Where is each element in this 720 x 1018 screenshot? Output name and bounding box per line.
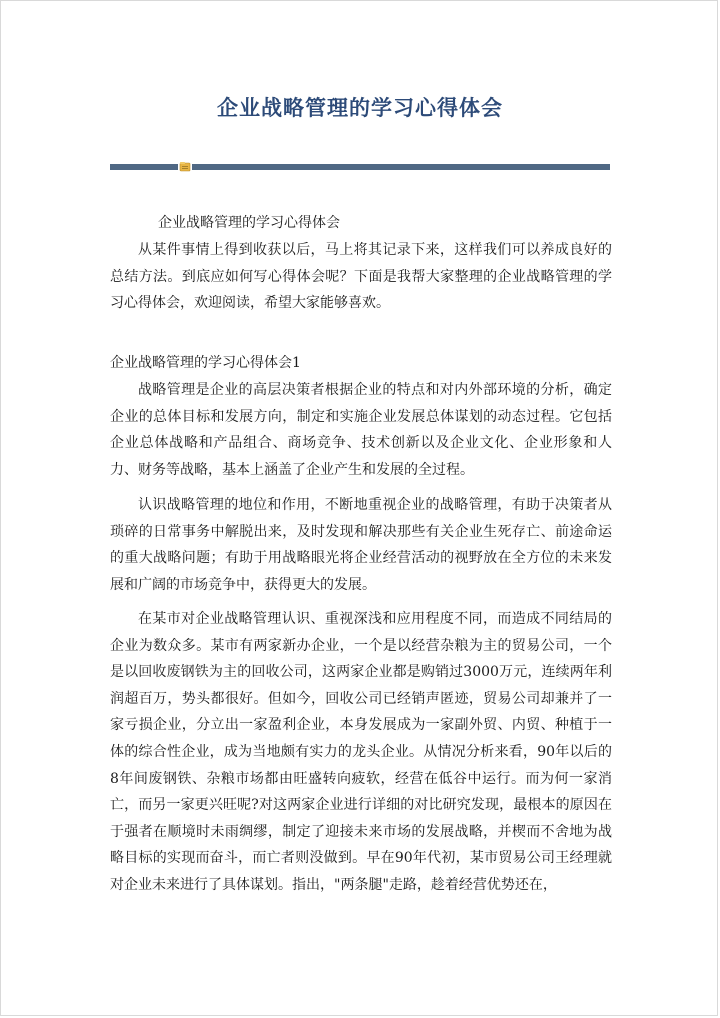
document-title: 企业战略管理的学习心得体会: [217, 96, 503, 120]
divider-right: [192, 164, 610, 170]
body-paragraph: 战略管理是企业的高层决策者根据企业的特点和对内外部环境的分析，确定企业的总体目标和发展方向，制定和实施企业发展总体谋划的动态过程。它包括企业总体战略和产品组合、商场竞争、技术创新以及企业文化、企业形象和人力、财务等战略，基本上涵盖了企业产生和发展的全过程。: [110, 382, 612, 478]
divider-left: [110, 164, 178, 170]
section-heading: 企业战略管理的学习心得体会1: [110, 355, 301, 371]
body-paragraph: 在某市对企业战略管理认识、重视深浅和应用程度不同，而造成不同结局的企业为数众多。某市有两家新办企业，一个是以经营杂粮为主的贸易公司，一个是以回收废钢铁为主的回收公司，这两家企业都是购销过3000万元，连续两年利润超百万，势头都很好。但如今，回收公司已经销声匿迹，贸易公司却兼并了一家亏损企业，分立出一家盈利企业，本身发展成为一家副外贸、内贸、种植于一体的综合性企业，成为当地颇有实力的龙头企业。从情况分析来看，90年以后的8年间废钢铁、杂粮市场都由旺盛转向疲软，经营在低谷中运行。而为何一家消亡，而另一家更兴旺呢?对这两家企业进行详细的对比研究发现，最根本的原因在于强者在顺境时未雨绸缪，制定了迎接未来市场的发展战略，并楔而不舍地为战略目标的实现而奋斗，而亡者则没做到。早在90年代初，某市贸易公司王经理就对企业未来进行了具体谋划。指出，"两条腿"走路，趁着经营优势还在，: [110, 611, 612, 893]
intro-heading: 企业战略管理的学习心得体会: [158, 215, 340, 231]
document-folder-icon: [179, 160, 191, 172]
body-paragraph: 认识战略管理的地位和作用，不断地重视企业的战略管理，有助于决策者从琐碎的日常事务中解脱出来，及时发现和解决那些有关企业生死存亡、前途命运的重大战略问题；有助于用战略眼光将企业经营活动的视野放在全方位的未来发展和广阔的市场竞争中，获得更大的发展。: [110, 497, 612, 593]
intro-paragraph: 从某件事情上得到收获以后，马上将其记录下来，这样我们可以养成良好的总结方法。到底应如何写心得体会呢？下面是我帮大家整理的企业战略管理的学习心得体会，欢迎阅读，希望大家能够喜欢。: [110, 242, 612, 312]
